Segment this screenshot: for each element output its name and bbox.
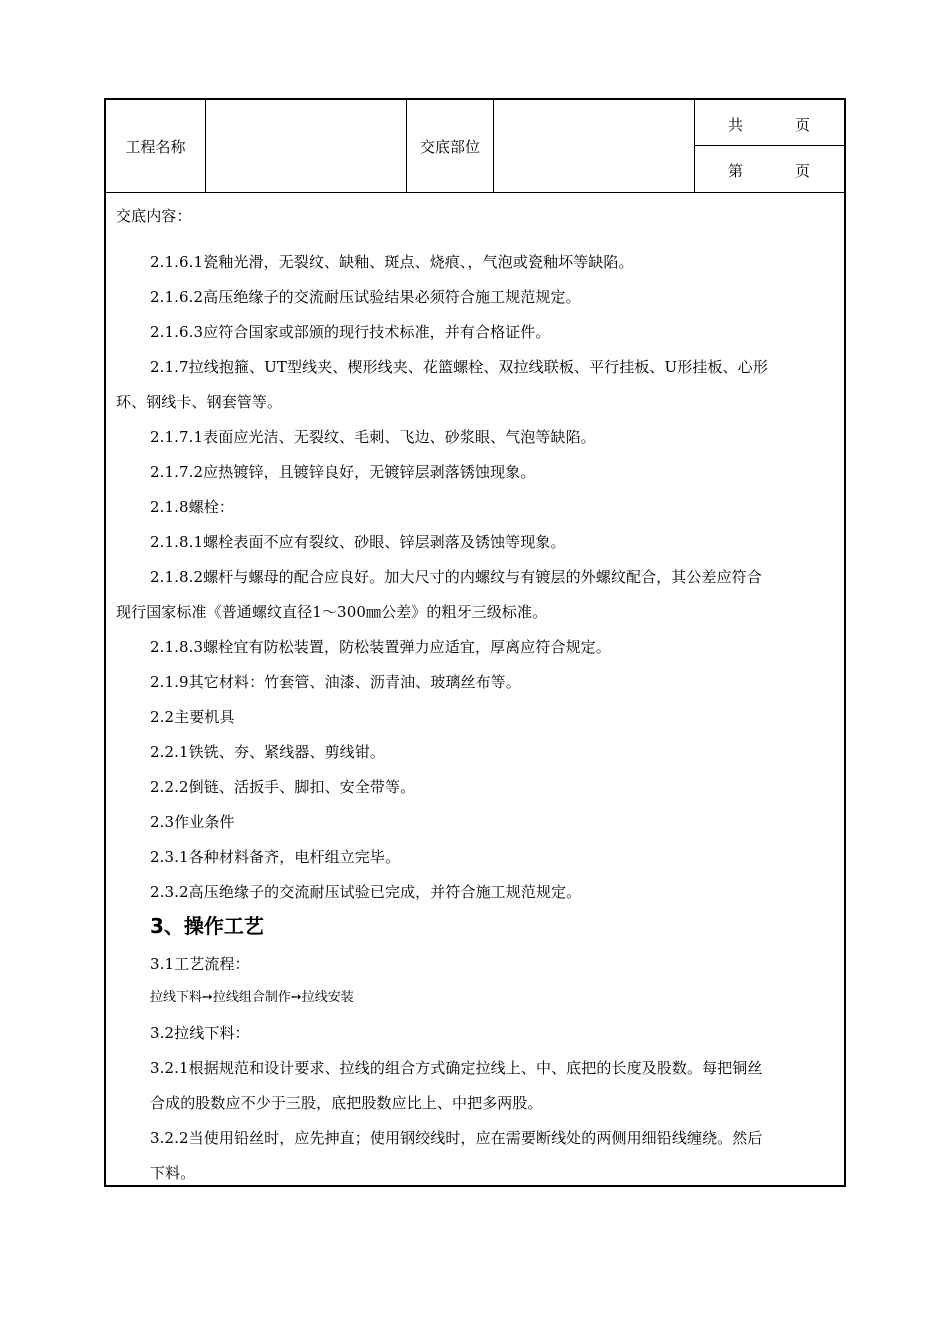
content-line: 2.1.9其它材料：竹套管、油漆、沥青油、玻璃丝布等。 bbox=[150, 673, 521, 691]
content-line: 2.3作业条件 bbox=[150, 813, 235, 831]
content-line: 环、钢线卡、钢套管等。 bbox=[116, 393, 283, 411]
content-line: 2.1.8螺栓： bbox=[150, 498, 234, 516]
project-name-value bbox=[206, 100, 407, 192]
current-page-row bbox=[695, 146, 844, 192]
content-line: 3.2.2当使用铅丝时，应先抻直；使用钢绞线时，应在需要断线处的两侧用细铅线缠绕。然后 bbox=[150, 1129, 763, 1147]
total-pages-row bbox=[695, 100, 844, 146]
content-line: 2.1.8.1螺栓表面不应有裂纹、砂眼、锌层剥落及锈蚀等现象。 bbox=[150, 533, 566, 551]
content-line: 2.2.2倒链、活扳手、脚扣、安全带等。 bbox=[150, 778, 416, 796]
content-line: 合成的股数应不少于三股，底把股数应比上、中把多两股。 bbox=[150, 1094, 543, 1112]
content-line: 3.1工艺流程： bbox=[150, 955, 250, 973]
total-pages-label: 共 bbox=[728, 116, 744, 134]
content-line: 现行国家标准《普通螺纹直径1～300㎜公差》的粗牙三级标准。 bbox=[116, 603, 548, 621]
content-line: 3.2.1根据规范和设计要求、拉线的组合方式确定拉线上、中、底把的长度及股数。每把铜丝 bbox=[150, 1059, 763, 1077]
content-line: 2.1.6.1瓷釉光滑，无裂纹、缺釉、斑点、烧痕、，气泡或瓷釉坏等缺陷。 bbox=[150, 253, 634, 271]
current-page-label: 第 bbox=[728, 162, 744, 180]
content-line: 2.1.6.2高压绝缘子的交流耐压试验结果必须符合施工规范规定。 bbox=[150, 288, 581, 306]
content-line: 2.2.1铁铣、夯、紧线器、剪线钳。 bbox=[150, 743, 385, 761]
total-pages-unit: 页 bbox=[795, 116, 811, 134]
content-line: 下料。 bbox=[150, 1164, 196, 1182]
position-label: 交底部位 bbox=[407, 100, 494, 192]
content-line: 2.3.2高压绝缘子的交流耐压试验已完成，并符合施工规范规定。 bbox=[150, 883, 582, 901]
process-flow: 拉线下料➙拉线组合制作➙拉线安装 bbox=[150, 990, 354, 1005]
position-value bbox=[494, 100, 695, 192]
content-line: 2.2主要机具 bbox=[150, 708, 235, 726]
content-line: 2.1.7.2应热镀锌，且镀锌良好，无镀锌层剥落锈蚀现象。 bbox=[150, 463, 536, 481]
content-line: 2.1.8.2螺杆与螺母的配合应良好。加大尺寸的内螺纹与有镀层的外螺纹配合，其公差应符合 bbox=[150, 568, 762, 586]
page-info bbox=[695, 100, 844, 192]
current-page-unit: 页 bbox=[795, 162, 811, 180]
content-line: 2.1.7.1表面应光洁、无裂纹、毛刺、飞边、砂浆眼、气泡等缺陷。 bbox=[150, 428, 596, 446]
project-name-label: 工程名称 bbox=[106, 100, 206, 192]
form-header bbox=[106, 100, 844, 193]
intro-label: 交底内容： bbox=[116, 207, 192, 225]
technical-disclosure-form bbox=[104, 98, 846, 1187]
section-heading: 3、操作工艺 bbox=[150, 914, 264, 938]
content-line: 2.3.1各种材料备齐，电杆组立完毕。 bbox=[150, 848, 401, 866]
content-line: 2.1.7拉线抱箍、UT型线夹、楔形线夹、花篮螺栓、双拉线联板、平行挂板、U形挂板、心形 bbox=[150, 358, 768, 376]
content-line: 2.1.8.3螺栓宜有防松装置，防松装置弹力应适宜，厚离应符合规定。 bbox=[150, 638, 611, 656]
content-line: 3.2拉线下料： bbox=[150, 1024, 250, 1042]
content-line: 2.1.6.3应符合国家或部颁的现行技术标准，并有合格证件。 bbox=[150, 323, 551, 341]
